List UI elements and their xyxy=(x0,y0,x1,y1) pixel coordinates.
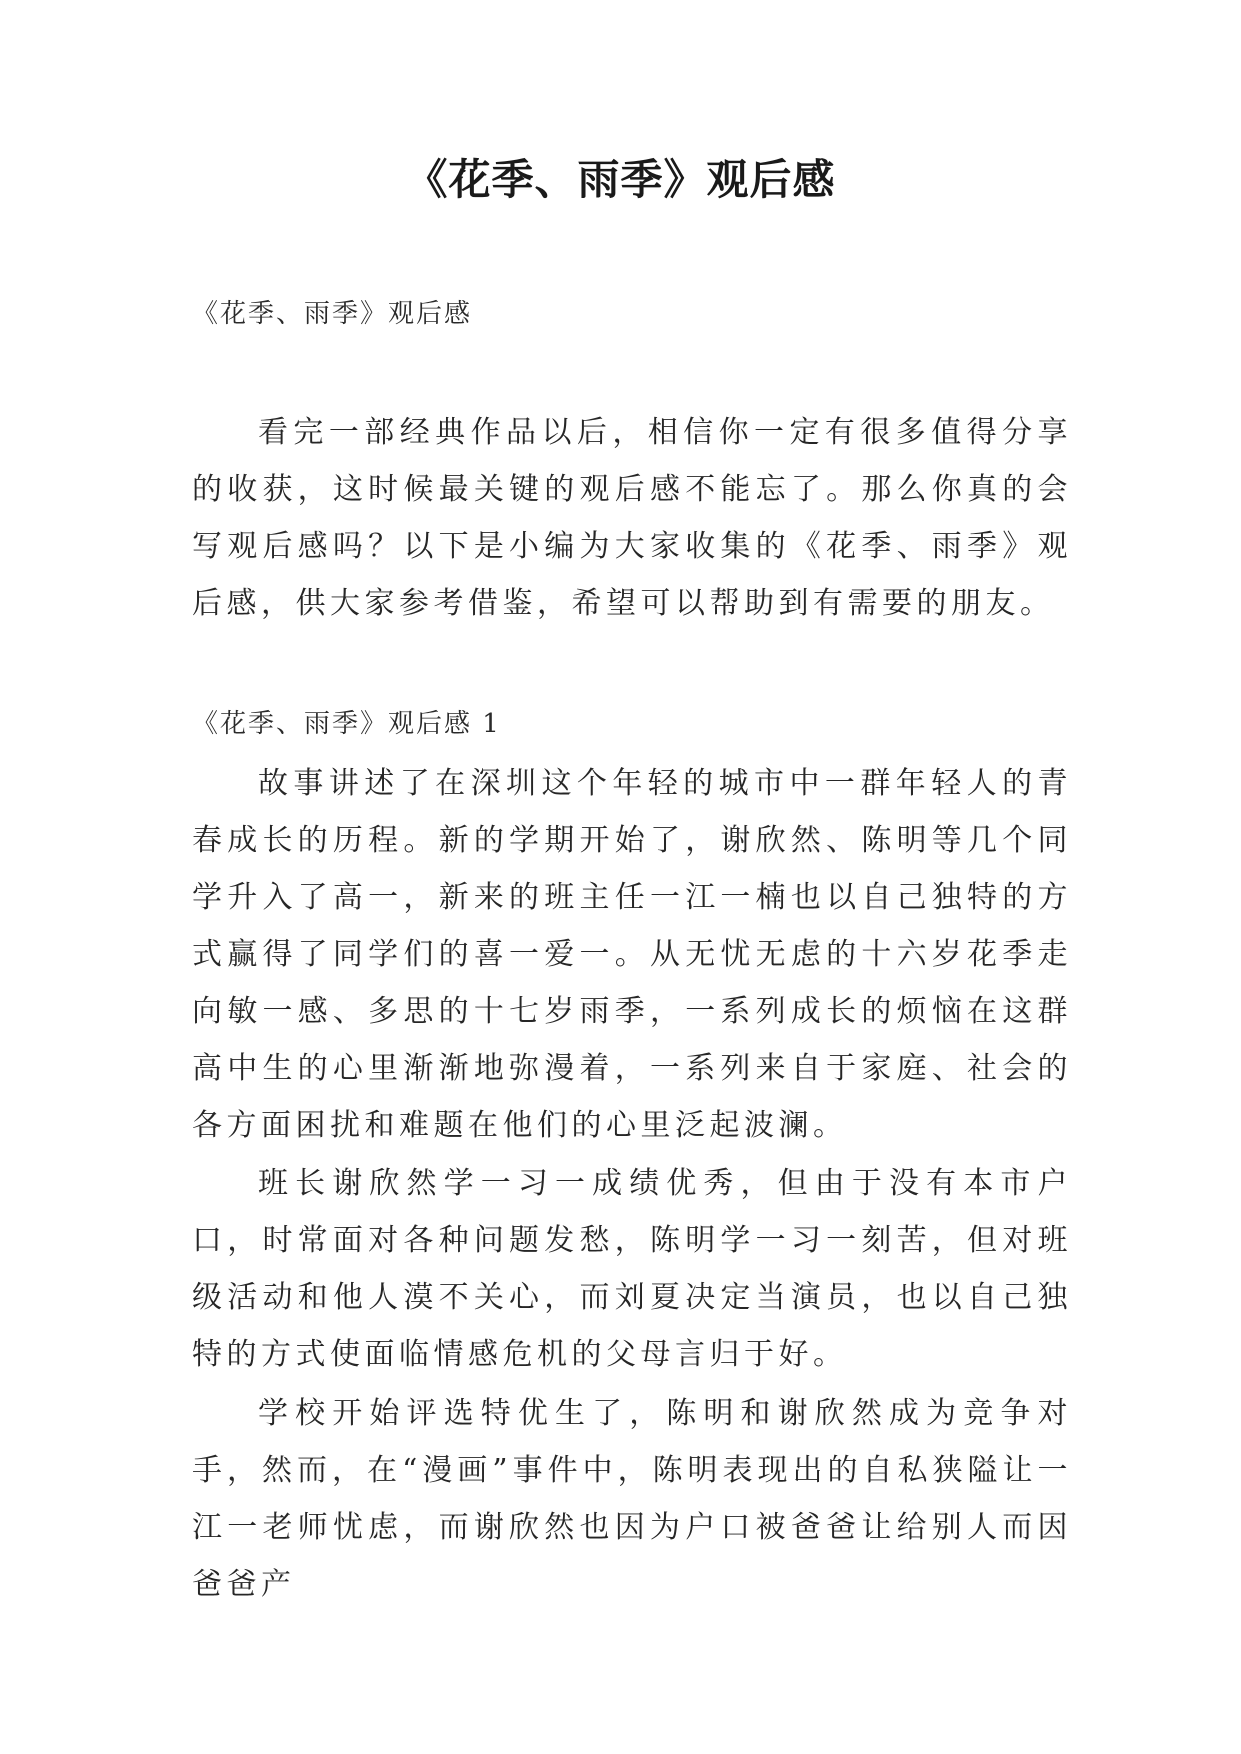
section-1-paragraph-3: 学校开始评选特优生了，陈明和谢欣然成为竞争对手，然而，在“漫画”事件中，陈明表现出的自私狭隘让一江一老师忧虑，而谢欣然也因为户口被爸爸让给别人而因爸爸产 xyxy=(192,1396,1072,1602)
section-1-paragraph-2: 班长谢欣然学一习一成绩优秀，但由于没有本市户口，时常面对各种问题发愁，陈明学一习一刻苦，但对班级活动和他人漠不关心，而刘夏决定当演员，也以自己独特的方式使面临情感危机的父母言归于好。 xyxy=(192,1166,1072,1372)
document-title: 《花季、雨季》观后感 xyxy=(405,155,836,204)
intro-heading: 《花季、雨季》观后感 xyxy=(192,299,473,329)
section-1-paragraph-1: 故事讲述了在深圳这个年轻的城市中一群年轻人的青春成长的历程。新的学期开始了，谢欣然、陈明等几个同学升入了高一，新来的班主任一江一楠也以自己独特的方式赢得了同学们的喜一爱一。从无忧无虑的十六岁花季走向敏一感、多思的十七岁雨季，一系列成长的烦恼在这群高中生的心里渐渐地弥漫着，一系列来自于家庭、社会的各方面困扰和难题在他们的心里泛起波澜。 xyxy=(192,766,1072,1143)
intro-paragraph: 看完一部经典作品以后，相信你一定有很多值得分享的收获，这时候最关键的观后感不能忘了。那么你真的会写观后感吗？以下是小编为大家收集的《花季、雨季》观后感，供大家参考借鉴，希望可以帮助到有需要的朋友。 xyxy=(192,415,1072,621)
section-1-heading: 《花季、雨季》观后感 1 xyxy=(192,709,501,739)
